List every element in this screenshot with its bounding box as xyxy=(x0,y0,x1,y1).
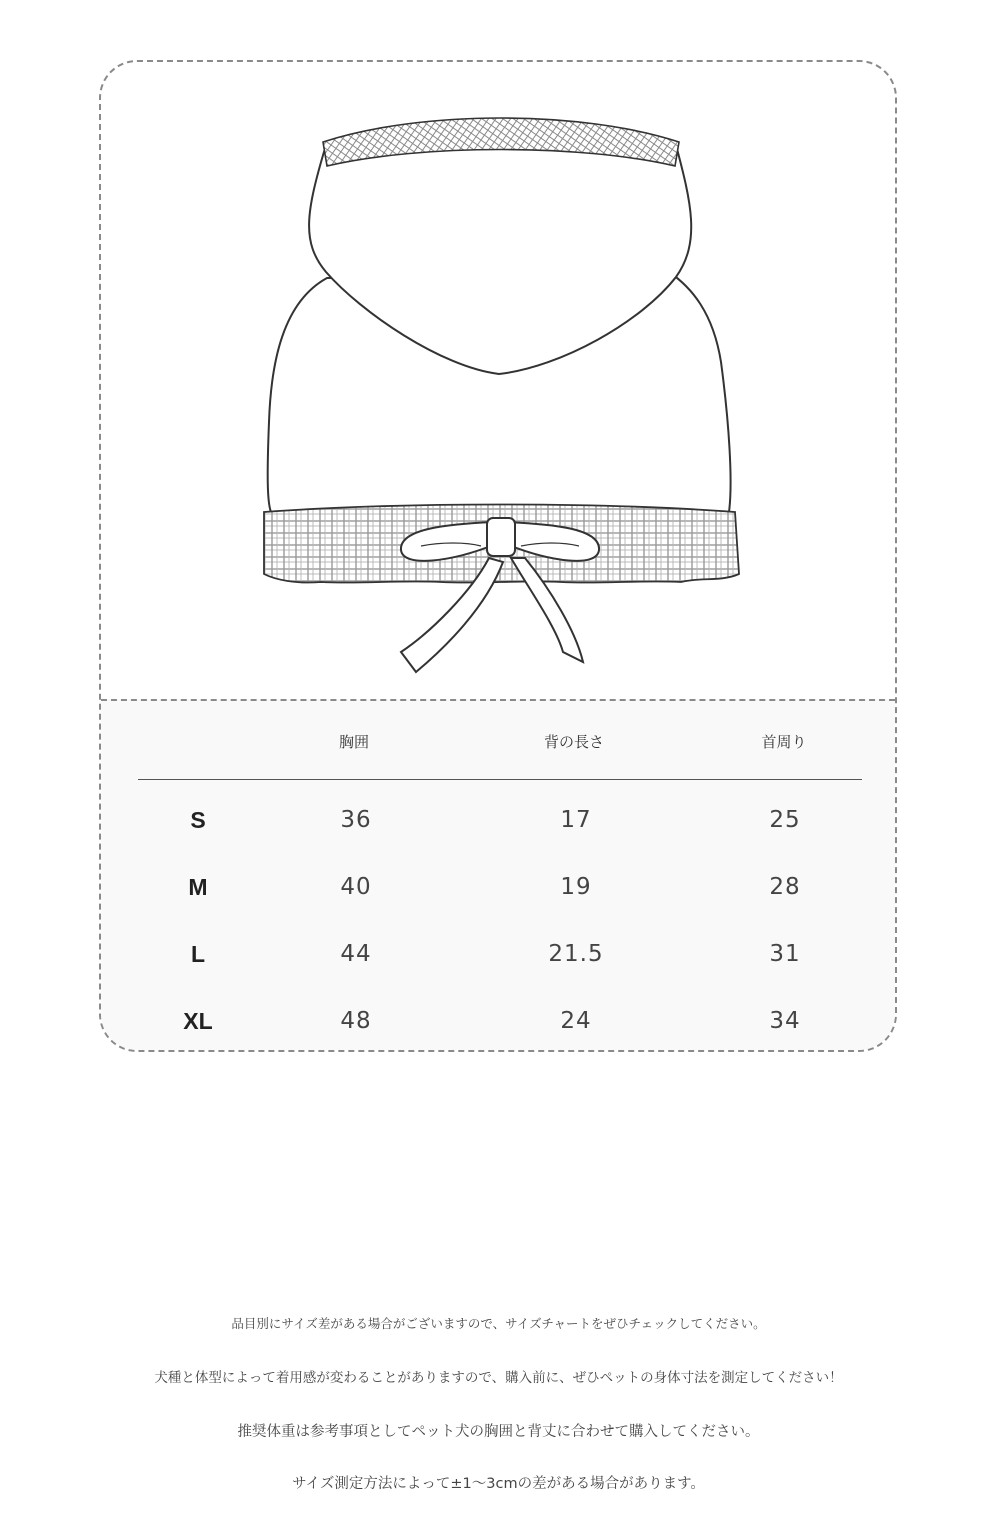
size-label: S xyxy=(190,807,206,833)
back-length-value: 24 xyxy=(560,1008,592,1034)
note-measure-pet: 犬種と体型によって着用感が変わることがありますので、購入前に、ぜひペットの身体寸法を測定してください！ xyxy=(154,1370,843,1386)
size-label: XL xyxy=(183,1008,213,1034)
header-back-length: 背の長さ xyxy=(543,733,605,751)
back-length-value: 21.5 xyxy=(548,941,604,967)
back-length-value: 19 xyxy=(560,874,592,900)
size-label: M xyxy=(188,874,208,900)
table-row xyxy=(101,874,895,914)
size-chart-card xyxy=(99,60,897,1052)
header-chest: 胸囲 xyxy=(338,733,370,751)
chest-value: 48 xyxy=(340,1008,372,1034)
chest-value: 40 xyxy=(340,874,372,900)
note-measurement-tolerance: サイズ測定方法によって±1～3cmの差がある場合があります。 xyxy=(292,1476,705,1492)
header-neck: 首周り xyxy=(761,733,807,751)
dog-hoodie-drawing xyxy=(101,62,897,702)
chest-value: 44 xyxy=(340,941,372,967)
neck-value: 28 xyxy=(769,874,801,900)
neck-value: 25 xyxy=(769,807,801,833)
table-row xyxy=(101,1008,895,1048)
note-recommended-weight: 推奨体重は参考事項としてペット犬の胸囲と背丈に合わせて購入してください。 xyxy=(237,1424,760,1440)
size-table xyxy=(101,699,895,1052)
header-divider xyxy=(138,779,862,780)
table-row xyxy=(101,941,895,981)
back-length-value: 17 xyxy=(560,807,592,833)
chest-value: 36 xyxy=(340,807,372,833)
note-size-difference: 品目別にサイズ差がある場合がございますので、サイズチャートをぜひチェックしてください。 xyxy=(231,1316,766,1331)
size-label: L xyxy=(190,941,206,967)
neck-value: 34 xyxy=(769,1008,801,1034)
bow-knot xyxy=(487,518,515,556)
table-row xyxy=(101,807,895,847)
neck-value: 31 xyxy=(769,941,801,967)
product-illustration xyxy=(101,62,895,699)
